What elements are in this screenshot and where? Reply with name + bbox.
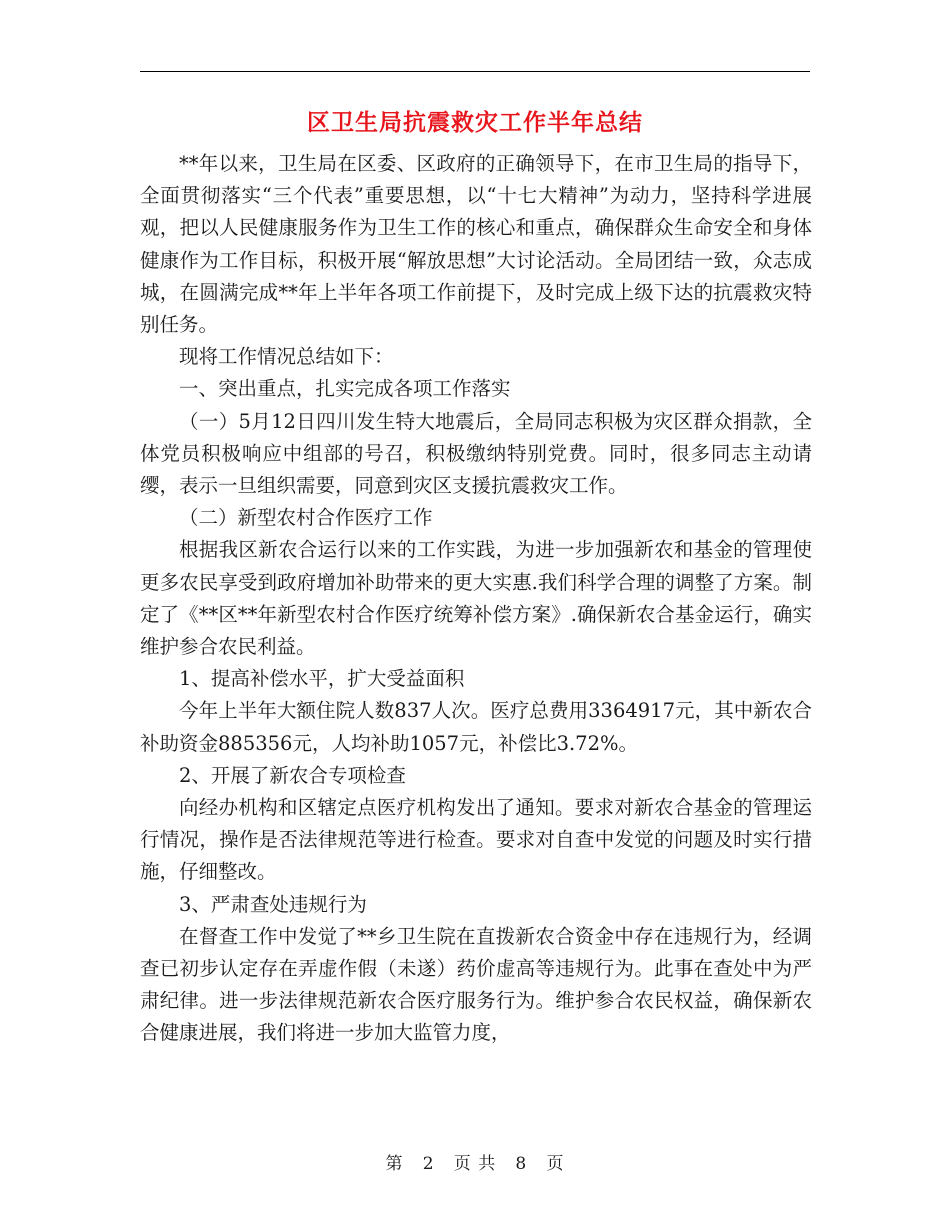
paragraph-violations: 在督查工作中发觉了**乡卫生院在直拨新农合资金中存在违规行为，经调查已初步认定存在弄虚作假（未遂）药价虚高等违规行为。此事在查处中为严肃纪律。进一步法律规范新农合医疗服务行为。维护参合农民权益，确保新农合健康进展，我们将进一步加大监管力度， [140, 924, 812, 1045]
item-heading-1: 1、提高补偿水平，扩大受益面积 [179, 667, 465, 691]
paragraph-earthquake-relief: （一）5月12日四川发生特大地震后，全局同志积极为灾区群众捐款，全体党员积极响应中组部的号召，积极缴纳特别党费。同时，很多同志主动请缨，表示一旦组织需要，同意到灾区支援抗震救灾工作。 [140, 409, 812, 498]
document-title: 区卫生局抗震救灾工作半年总结 [307, 109, 643, 136]
section-heading-1: 一、突出重点，扎实完成各项工作落实 [179, 377, 511, 401]
paragraph-compensation-stats: 今年上半年大额住院人数837人次。医疗总费用3364917元，其中新农合补助资金885356元，人均补助1057元，补偿比3.72%。 [140, 699, 812, 755]
footer-suffix: 页 [546, 1154, 565, 1174]
subsection-heading-2: （二）新型农村合作医疗工作 [179, 506, 433, 530]
item-heading-2: 2、开展了新农合专项检查 [179, 763, 406, 787]
total-pages-number: 8 [515, 1154, 528, 1174]
paragraph-cooperative-medical: 根据我区新农合运行以来的工作实践，为进一步加强新农和基金的管理使更多农民享受到政府增加补助带来的更大实惠.我们科学合理的调整了方案。制定了《**区**年新型农村合作医疗统筹补偿方案》.确保新农合基金运行，确实维护参合农民利益。 [140, 538, 812, 659]
current-page-number: 2 [422, 1154, 435, 1174]
header-rule [140, 71, 810, 72]
paragraph-summary-lead: 现将工作情况总结如下： [179, 345, 394, 369]
item-heading-3: 3、严肃查处违规行为 [179, 892, 367, 916]
document-body [140, 148, 812, 1050]
footer-mid: 页 共 [453, 1154, 497, 1174]
paragraph-intro: **年以来，卫生局在区委、区政府的正确领导下，在市卫生局的指导下，全面贯彻落实“三个代表”重要思想，以“十七大精神”为动力，坚持科学进展观，把以人民健康服务作为卫生工作的核心和重点，确保群众生命安全和身体健康作为工作目标，积极开展“解放思想”大讨论活动。全局团结一致，众志成城，在圆满完成**年上半年各项工作前提下，及时完成上级下达的抗震救灾特别任务。 [140, 152, 812, 337]
page-number-footer [0, 1152, 950, 1176]
footer-prefix: 第 [385, 1154, 404, 1174]
paragraph-special-inspection: 向经办机构和区辖定点医疗机构发出了通知。要求对新农合基金的管理运行情况，操作是否法律规范等进行检查。要求对自查中发觉的问题及时实行措施，仔细整改。 [140, 796, 812, 884]
